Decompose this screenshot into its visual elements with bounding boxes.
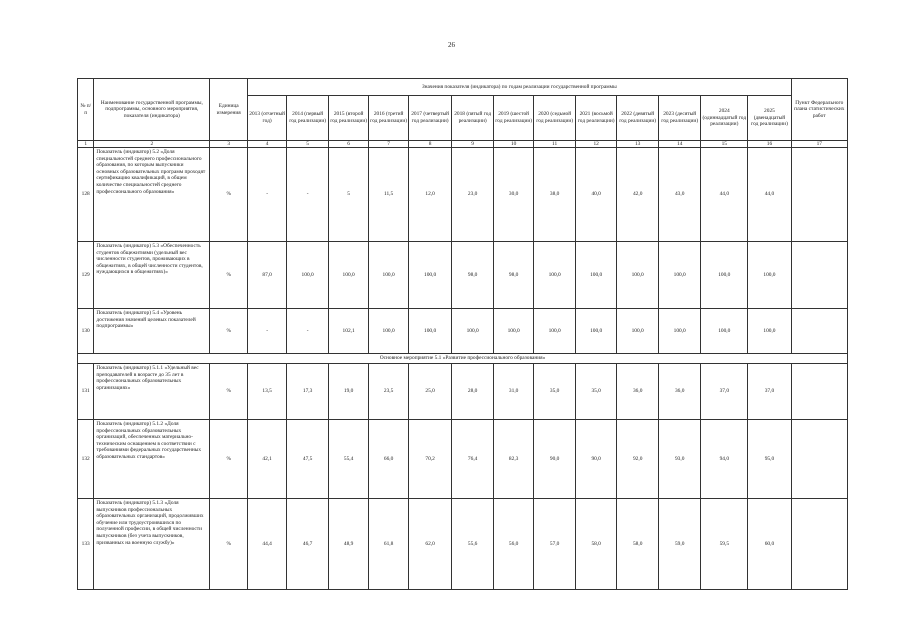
- page-number: 26: [448, 41, 455, 49]
- header-year: 2022 (девятый год реализации): [617, 96, 659, 141]
- column-number: 5: [287, 141, 329, 148]
- value-cell: 100,0: [659, 242, 701, 309]
- section-title: Основное мероприятие 5.1 «Развитие профессионального образования»: [78, 354, 848, 364]
- value-cell: 100,0: [409, 309, 452, 354]
- value-cell: 93,0: [659, 420, 701, 499]
- column-number: 14: [659, 141, 701, 148]
- value-cell: 90,0: [534, 420, 576, 499]
- value-cell: 70,2: [409, 420, 452, 499]
- indicator-name: Показатель (индикатор) 5.1.1 «Удельный вес преподавателей в возрасте до 35 лет в профессиональных образовательных организациях»: [94, 364, 210, 420]
- value-cell: 23,5: [369, 364, 409, 420]
- header-year: 2025 (двенадцатый год реализации): [748, 96, 791, 141]
- value-cell: 98,0: [452, 242, 494, 309]
- value-cell: 90,0: [576, 420, 617, 499]
- indicator-name: Показатель (индикатор) 5.2 «Доля специальностей среднего профессионального образования, по которым выпускники основных образовательных программ проходят сертификацию квалификаций, в общем количестве специальностей среднего профессионального образования»: [94, 148, 210, 242]
- value-cell: -: [287, 148, 329, 242]
- column-number: 16: [748, 141, 791, 148]
- indicator-table: [77, 78, 848, 590]
- value-cell: 100,0: [452, 309, 494, 354]
- value-cell: 100,0: [534, 309, 576, 354]
- section-row: [78, 354, 848, 364]
- row-number: 129: [78, 242, 94, 309]
- value-cell: 56,0: [494, 499, 534, 590]
- header-year: 2019 (шестой год реализации): [494, 96, 534, 141]
- unit-cell: %: [210, 148, 248, 242]
- value-cell: 59,0: [659, 499, 701, 590]
- stat-plan-cell: [791, 242, 847, 309]
- indicator-name: Показатель (индикатор) 5.3 «Обеспеченность студентов общежитиями (удельный вес численности студентов, проживающих в общежитиях, в общей численности студентов, нуждающихся в общежитиях)»: [94, 242, 210, 309]
- value-cell: 5: [329, 148, 369, 242]
- column-number: 1: [78, 141, 94, 148]
- value-cell: 62,0: [409, 499, 452, 590]
- value-cell: 40,0: [576, 148, 617, 242]
- column-number: 10: [494, 141, 534, 148]
- value-cell: 100,0: [617, 242, 659, 309]
- column-number: 3: [210, 141, 248, 148]
- header-year: 2024 (одиннадцатый год реализации): [701, 96, 748, 141]
- table-row: [78, 148, 848, 242]
- column-number: 7: [369, 141, 409, 148]
- value-cell: -: [248, 148, 287, 242]
- unit-cell: %: [210, 309, 248, 354]
- value-cell: 11,5: [369, 148, 409, 242]
- value-cell: 35,0: [534, 364, 576, 420]
- value-cell: -: [287, 309, 329, 354]
- header-year: 2023 (десятый год реализации): [659, 96, 701, 141]
- column-number: 4: [248, 141, 287, 148]
- header-year: 2015 (второй год реализации): [329, 96, 369, 141]
- value-cell: 17,3: [287, 364, 329, 420]
- table-row: [78, 364, 848, 420]
- indicator-name: Показатель (индикатор) 5.1.3 «Доля выпускников профессиональных образовательных организаций, продолживших обучение или трудоустроившихся по полученной профессии, в общей численности выпускников (без учета выпускников, призванных на военную службу)»: [94, 499, 210, 590]
- value-cell: 58,0: [617, 499, 659, 590]
- header-year: 2018 (пятый год реализации): [452, 96, 494, 141]
- value-cell: 28,0: [452, 364, 494, 420]
- value-cell: 82,3: [494, 420, 534, 499]
- value-cell: 30,0: [494, 148, 534, 242]
- value-cell: 46,7: [287, 499, 329, 590]
- header-unit: Единица измерения: [210, 79, 248, 141]
- value-cell: 31,0: [494, 364, 534, 420]
- value-cell: 76,4: [452, 420, 494, 499]
- value-cell: 48,9: [329, 499, 369, 590]
- value-cell: 100,0: [369, 242, 409, 309]
- value-cell: 37,0: [701, 364, 748, 420]
- value-cell: 44,4: [248, 499, 287, 590]
- value-cell: 13,5: [248, 364, 287, 420]
- header-year: 2017 (четвертый год реализации): [409, 96, 452, 141]
- value-cell: 98,0: [494, 242, 534, 309]
- value-cell: 100,0: [494, 309, 534, 354]
- row-number: 132: [78, 420, 94, 499]
- column-number: 9: [452, 141, 494, 148]
- column-number: 2: [94, 141, 210, 148]
- header-year: 2016 (третий год реализации): [369, 96, 409, 141]
- row-number: 130: [78, 309, 94, 354]
- stat-plan-cell: [791, 309, 847, 354]
- column-number: 12: [576, 141, 617, 148]
- value-cell: 57,0: [534, 499, 576, 590]
- value-cell: 66,0: [369, 420, 409, 499]
- header-year: 2013 (отчетный год): [248, 96, 287, 141]
- column-number: 15: [701, 141, 748, 148]
- value-cell: 60,0: [748, 499, 791, 590]
- unit-cell: %: [210, 242, 248, 309]
- stat-plan-cell: [791, 364, 847, 420]
- table-row: [78, 420, 848, 499]
- value-cell: 100,0: [534, 242, 576, 309]
- value-cell: 55,4: [329, 420, 369, 499]
- value-cell: 44,0: [748, 148, 791, 242]
- column-number: 8: [409, 141, 452, 148]
- value-cell: 59,5: [701, 499, 748, 590]
- value-cell: 102,1: [329, 309, 369, 354]
- value-cell: 100,0: [617, 309, 659, 354]
- value-cell: 100,0: [748, 309, 791, 354]
- header-no: № п/п: [78, 79, 94, 141]
- value-cell: 58,0: [576, 499, 617, 590]
- value-cell: 100,0: [748, 242, 791, 309]
- table-row: [78, 242, 848, 309]
- value-cell: 95,0: [748, 420, 791, 499]
- column-number: 13: [617, 141, 659, 148]
- value-cell: 100,0: [409, 242, 452, 309]
- header-year: 2020 (седьмой год реализации): [534, 96, 576, 141]
- value-cell: 61,8: [369, 499, 409, 590]
- value-cell: -: [248, 309, 287, 354]
- header-name: Наименование государственной программы, подпрограммы, основного мероприятия, показателя (индикатора): [94, 79, 210, 141]
- column-number: 17: [791, 141, 847, 148]
- header-year: 2014 (первый год реализации): [287, 96, 329, 141]
- indicator-name: Показатель (индикатор) 5.4 «Уровень достижения значений целевых показателей подпрограммы»: [94, 309, 210, 354]
- value-cell: 47,5: [287, 420, 329, 499]
- table-row: [78, 499, 848, 590]
- column-numbers-row: [78, 141, 848, 148]
- stat-plan-cell: [791, 148, 847, 242]
- row-number: 128: [78, 148, 94, 242]
- value-cell: 37,0: [748, 364, 791, 420]
- header-values-group: Значения показателя (индикатора) по годам реализации государственной программы: [248, 79, 791, 96]
- unit-cell: %: [210, 499, 248, 590]
- value-cell: 35,0: [576, 364, 617, 420]
- unit-cell: %: [210, 364, 248, 420]
- value-cell: 36,0: [617, 364, 659, 420]
- stat-plan-cell: [791, 499, 847, 590]
- header-year: 2021 (восьмой год реализации): [576, 96, 617, 141]
- stat-plan-cell: [791, 420, 847, 499]
- value-cell: 100,0: [701, 242, 748, 309]
- value-cell: 38,0: [534, 148, 576, 242]
- value-cell: 25,0: [409, 364, 452, 420]
- value-cell: 100,0: [576, 309, 617, 354]
- value-cell: 87,0: [248, 242, 287, 309]
- column-number: 6: [329, 141, 369, 148]
- value-cell: 19,0: [329, 364, 369, 420]
- value-cell: 100,0: [576, 242, 617, 309]
- value-cell: 100,0: [369, 309, 409, 354]
- value-cell: 100,0: [701, 309, 748, 354]
- value-cell: 100,0: [329, 242, 369, 309]
- table-row: [78, 309, 848, 354]
- row-number: 131: [78, 364, 94, 420]
- value-cell: 94,0: [701, 420, 748, 499]
- header-stat-plan: Пункт Федерального плана статистических работ: [791, 79, 847, 141]
- indicator-name: Показатель (индикатор) 5.1.2 «Доля профессиональных образовательных организаций, обеспеченных материально-техническим оснащением в соответствии с требованиями федеральных государственных образовательных стандартов»: [94, 420, 210, 499]
- value-cell: 36,0: [659, 364, 701, 420]
- value-cell: 42,0: [617, 148, 659, 242]
- value-cell: 42,1: [248, 420, 287, 499]
- value-cell: 100,0: [659, 309, 701, 354]
- value-cell: 92,0: [617, 420, 659, 499]
- unit-cell: %: [210, 420, 248, 499]
- value-cell: 55,6: [452, 499, 494, 590]
- value-cell: 43,0: [659, 148, 701, 242]
- value-cell: 100,0: [287, 242, 329, 309]
- value-cell: 23,0: [452, 148, 494, 242]
- value-cell: 12,0: [409, 148, 452, 242]
- value-cell: 44,0: [701, 148, 748, 242]
- column-number: 11: [534, 141, 576, 148]
- row-number: 133: [78, 499, 94, 590]
